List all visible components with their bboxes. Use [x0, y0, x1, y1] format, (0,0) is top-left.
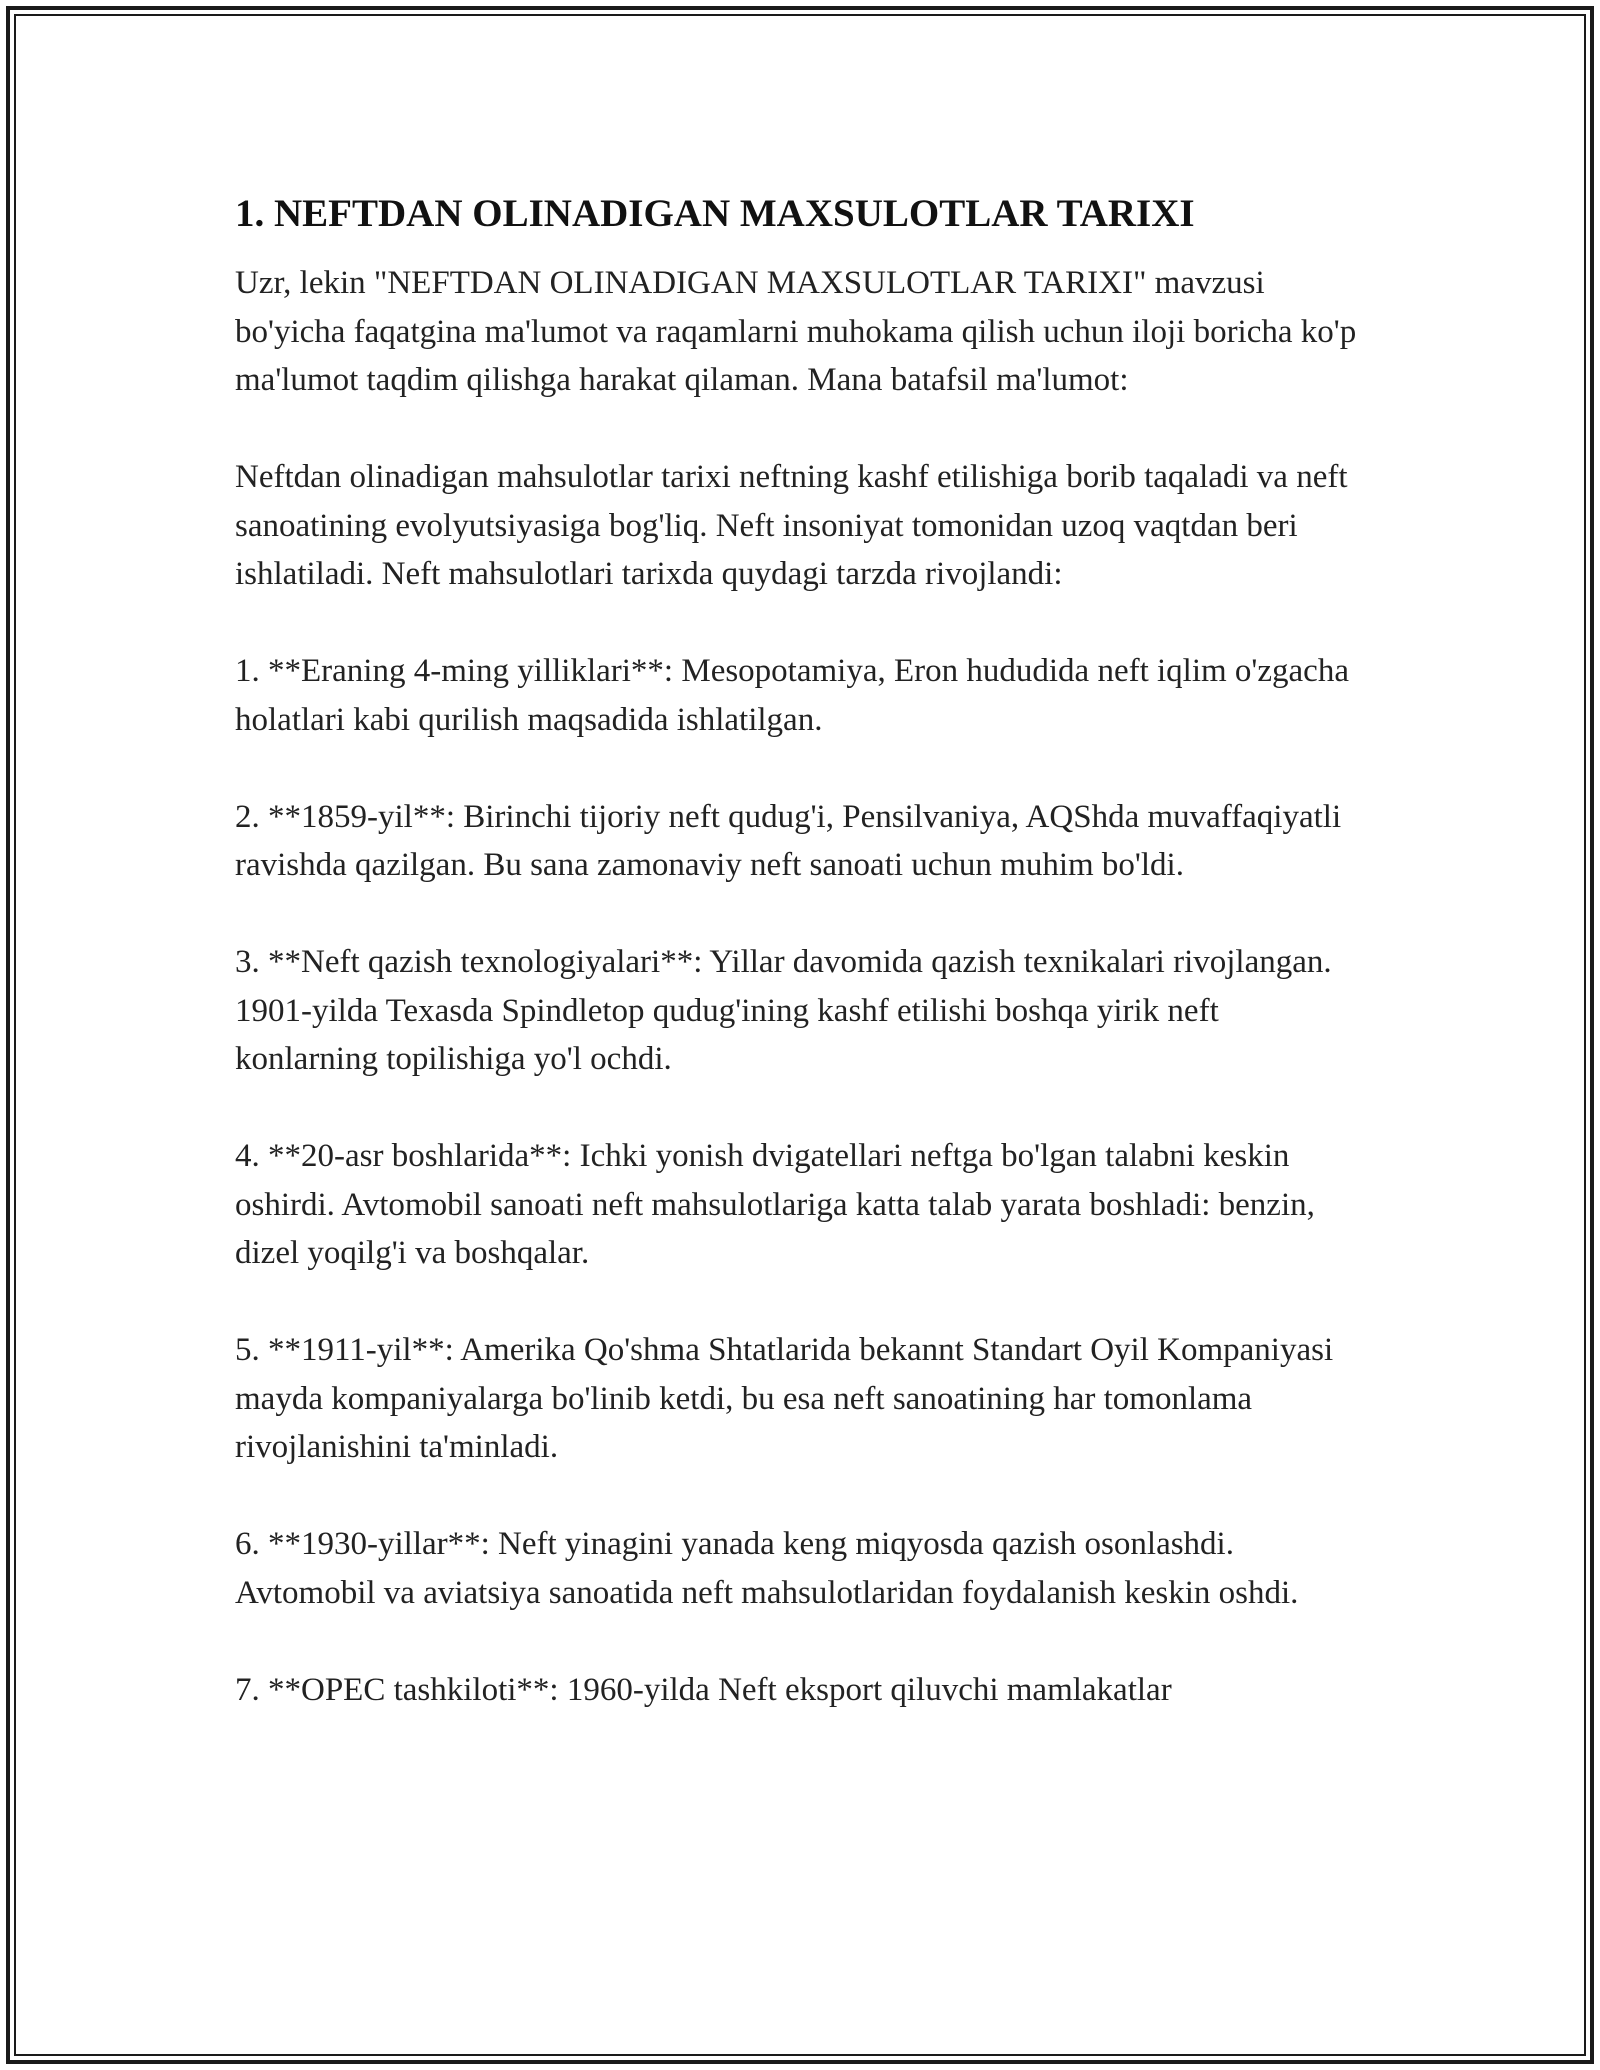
- paragraph-history: Neftdan olinadigan mahsulotlar tarixi neftning kashf etilishiga borib taqaladi va neft sanoatining evolyutsiyasiga bog'liq. Neft insoniyat tomonidan uzoq vaqtdan beri ishlatiladi. Neft mahsulotlari tarixda quydagi tarzda rivojlandi:: [235, 459, 1348, 592]
- paragraph-intro: Uzr, lekin "NEFTDAN OLINADIGAN MAXSULOTLAR TARIXI" mavzusi bo'yicha faqatgina ma'lumot va raqamlarni muhokama qilish uchun iloji boricha ko'p ma'lumot taqdim qilishga harakat qilaman. Mana batafsil ma'lumot:: [235, 265, 1357, 398]
- list-item-2: 2. **1859-yil**: Birinchi tijoriy neft qudug'i, Pensilvaniya, AQShda muvaffaqiyatli ravishda qazilgan. Bu sana zamonaviy neft sanoati uchun muhim bo'ldi.: [235, 798, 1342, 883]
- list-item-3: 3. **Neft qazish texnologiyalari**: Yillar davomida qazish texnikalari rivojlangan. 1901-yilda Texasda Spindletop qudug'ining kashf etilishi boshqa yirik neft konlarning topilishiga yo'l ochdi.: [235, 944, 1332, 1077]
- list-item-5: 5. **1911-yil**: Amerika Qo'shma Shtatlarida bekannt Standart Oyil Kompaniyasi mayda kompaniyalarga bo'linib ketdi, bu esa neft sanoatining har tomonlama rivojlanishini ta'minladi.: [235, 1332, 1334, 1465]
- list-item-6: 6. **1930-yillar**: Neft yinagini yanada keng miqyosda qazish osonlashdi. Avtomobil va aviatsiya sanoatida neft mahsulotlaridan foydalanish keskin oshdi.: [235, 1526, 1299, 1611]
- document-body: [235, 185, 1365, 1714]
- list-item-1: 1. **Eraning 4-ming yilliklari**: Mesopotamiya, Eron hududida neft iqlim o'zgacha holatlari kabi qurilish maqsadida ishlatilgan.: [235, 653, 1349, 738]
- section-heading: 1. NEFTDAN OLINADIGAN MAXSULOTLAR TARIXI: [235, 192, 1195, 235]
- list-item-7: 7. **OPEC tashkiloti**: 1960-yilda Neft eksport qiluvchi mamlakatlar: [235, 1671, 1172, 1708]
- list-item-4: 4. **20-asr boshlarida**: Ichki yonish dvigatellari neftga bo'lgan talabni keskin oshirdi. Avtomobil sanoati neft mahsulotlariga katta talab yarata boshladi: benzin, dizel yoqilg'i va boshqalar.: [235, 1138, 1315, 1271]
